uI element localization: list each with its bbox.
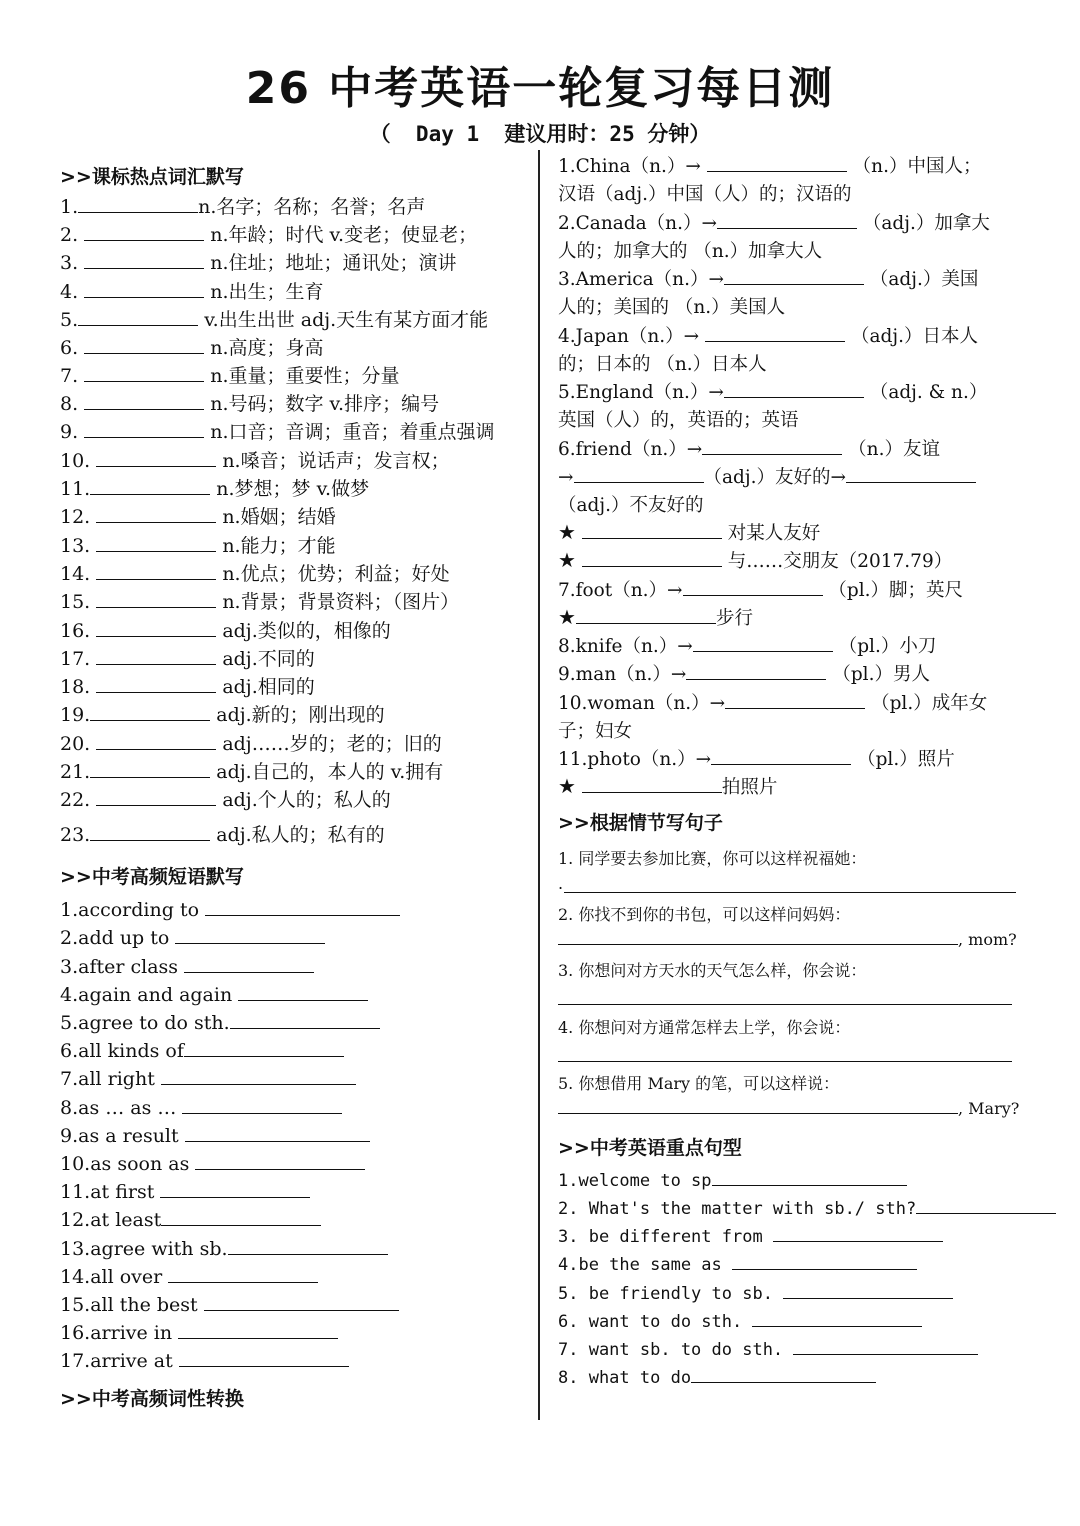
vocab-item: 6. n.高度；身高 (60, 337, 324, 359)
pattern-item: 4.be the same as (558, 1255, 917, 1275)
star-icon: ★ (558, 605, 576, 629)
vocab-item: 11. n.梦想；梦 v.做梦 (60, 478, 370, 500)
vocab-item: 22. adj.个人的；私人的 (60, 789, 391, 811)
phrase-item: 5.agree to do sth. (60, 1012, 380, 1034)
vocab-item: 21. adj.自己的，本人的 v.拥有 (60, 761, 444, 783)
phrase-heading: >>中考高频短语默写 (60, 866, 244, 888)
answer-blank[interactable] (846, 481, 976, 483)
phrase-item: 10.as soon as (60, 1153, 365, 1175)
answer-blank[interactable] (693, 650, 833, 652)
vocab-item: 12. n.婚姻；结婚 (60, 506, 336, 528)
answer-blank[interactable] (686, 678, 826, 680)
answer-blank[interactable] (90, 493, 210, 495)
answer-blank[interactable] (96, 606, 216, 608)
answer-blank[interactable] (168, 1281, 318, 1283)
answer-blank[interactable] (204, 1309, 399, 1311)
phrase-item: 17.arrive at (60, 1350, 349, 1372)
vocab-heading: >>课标热点词汇默写 (60, 166, 244, 188)
vocab-item: 5. v.出生出世 adj.天生有某方面才能 (60, 309, 489, 331)
wordform-cont: 的；日本的 （n.）日本人 (558, 354, 767, 375)
star-icon: ★ (558, 774, 576, 798)
pattern-heading: >>中考英语重点句型 (558, 1137, 742, 1159)
answer-blank[interactable] (574, 481, 704, 483)
answer-blank[interactable] (96, 804, 216, 806)
answer-blank[interactable] (175, 942, 325, 944)
wordform-cont: 人的；加拿大的 （n.）加拿大人 (558, 241, 823, 262)
answer-blank[interactable] (90, 839, 210, 841)
vocab-item: 14. n.优点；优势；利益；好处 (60, 563, 450, 585)
answer-blank[interactable] (96, 748, 216, 750)
answer-blank[interactable] (712, 1184, 907, 1186)
answer-blank[interactable] (84, 436, 204, 438)
star-item: ★ 拍照片 (558, 774, 778, 798)
answer-blank[interactable] (230, 1027, 380, 1029)
answer-blank[interactable] (90, 776, 210, 778)
phrase-item: 14.all over (60, 1266, 318, 1288)
answer-blank[interactable] (161, 1224, 321, 1226)
answer-row: , mom? (558, 930, 1017, 949)
pattern-item: 2. What's the matter with sb./ sth? (558, 1199, 1056, 1219)
situation-question: 5. 你想借用 Mary 的笔，可以这样说： (558, 1074, 840, 1093)
phrase-item: 1.according to (60, 899, 400, 921)
answer-line[interactable] (558, 1112, 958, 1114)
phrase-item: 7.all right (60, 1068, 356, 1090)
answer-blank[interactable] (711, 763, 851, 765)
wordform-item: 8.knife（n.）→ （pl.）小刀 (558, 636, 937, 657)
answer-blank[interactable] (96, 465, 216, 467)
answer-blank[interactable] (84, 239, 204, 241)
vocab-item: 1. n.名字；名称；名誉；名声 (60, 196, 426, 218)
vocab-item: 18. adj.相同的 (60, 676, 315, 698)
phrase-item: 13.agree with sb. (60, 1238, 388, 1260)
star-icon: ★ (558, 548, 576, 572)
vocab-item: 2. n.年龄；时代 v.变老；使显老； (60, 224, 478, 246)
wordform-cont: 子；妇女 (558, 721, 633, 742)
answer-blank[interactable] (161, 1083, 356, 1085)
vocab-item: 7. n.重量；重要性；分量 (60, 365, 400, 387)
answer-line[interactable] (558, 943, 958, 945)
phrase-item: 15.all the best (60, 1294, 399, 1316)
answer-blank[interactable] (184, 1055, 344, 1057)
answer-blank[interactable] (182, 1112, 342, 1114)
answer-blank[interactable] (78, 324, 198, 326)
star-icon: ★ (558, 520, 576, 544)
situation-dot: . (558, 874, 564, 893)
phrase-item: 12.at least (60, 1209, 321, 1231)
pattern-item: 3. be different from (558, 1227, 943, 1247)
answer-blank[interactable] (96, 691, 216, 693)
page-subtitle: （ Day 1 建议用时：25 分钟） (369, 122, 711, 146)
wordform-item: 2.Canada（n.）→ （adj.）加拿大 (558, 213, 990, 234)
answer-blank[interactable] (178, 1337, 338, 1339)
answer-blank[interactable] (90, 719, 210, 721)
answer-blank[interactable] (96, 663, 216, 665)
star-item: ★ 对某人友好 (558, 520, 821, 544)
answer-blank[interactable] (707, 170, 847, 172)
wordform-item: 3.America（n.）→ （adj.）美国 (558, 269, 979, 290)
wordform-item: 4.Japan（n.）→ （adj.）日本人 (558, 326, 978, 347)
vocab-item: 15. n.背景；背景资料；（图片） (60, 591, 460, 613)
vocab-item: 16. adj.类似的，相像的 (60, 620, 391, 642)
wordform-item: 7.foot（n.）→ （pl.）脚；英尺 (558, 580, 964, 601)
pattern-item: 8. what to do (558, 1368, 876, 1388)
vocab-item: 23. adj.私人的；私有的 (60, 824, 385, 846)
pattern-item: 5. be friendly to sb. (558, 1284, 953, 1304)
answer-line[interactable] (564, 892, 1016, 893)
wordform-item: 6.friend（n.）→ （n.）友谊 (558, 439, 940, 460)
answer-blank[interactable] (576, 622, 716, 624)
vocab-item: 4. n.出生；生育 (60, 281, 324, 303)
answer-blank[interactable] (184, 971, 314, 973)
situation-question: 4. 你想问对方通常怎样去上学，你会说： (558, 1018, 851, 1037)
star-item: ★ 与……交朋友（2017.79） (558, 548, 953, 572)
answer-blank[interactable] (160, 1196, 310, 1198)
phrase-item: 9.as a result (60, 1125, 370, 1147)
answer-blank[interactable] (702, 453, 842, 455)
situation-question: 2. 你找不到你的书包，可以这样问妈妈： (558, 905, 851, 924)
answer-blank[interactable] (752, 1325, 922, 1327)
pattern-item: 7. want sb. to do sth. (558, 1340, 978, 1360)
answer-blank[interactable] (582, 537, 722, 539)
situation-question: 3. 你想问对方天水的天气怎么样，你会说： (558, 961, 867, 980)
answer-blank[interactable] (773, 1240, 943, 1242)
answer-blank[interactable] (84, 408, 204, 410)
answer-blank[interactable] (793, 1353, 978, 1355)
answer-blank[interactable] (84, 352, 204, 354)
answer-blank[interactable] (84, 296, 204, 298)
phrase-item: 16.arrive in (60, 1322, 338, 1344)
answer-blank[interactable] (84, 267, 204, 269)
pattern-item: 1.welcome to sp (558, 1171, 907, 1191)
column-divider (538, 150, 540, 1420)
answer-blank[interactable] (582, 565, 722, 567)
answer-blank[interactable] (725, 707, 865, 709)
situation-question: 1. 同学要去参加比赛，你可以这样祝福她： (558, 849, 867, 868)
wordform-item: 5.England（n.）→ （adj. & n.） (558, 382, 988, 403)
answer-blank[interactable] (96, 521, 216, 523)
vocab-item: 8. n.号码；数字 v.排序；编号 (60, 393, 440, 415)
answer-blank[interactable] (683, 594, 823, 596)
phrase-item: 4.again and again (60, 984, 368, 1006)
vocab-item: 20. adj……岁的；老的；旧的 (60, 733, 442, 755)
wordform-cont: 人的；美国的 （n.）美国人 (558, 297, 786, 318)
phrase-item: 3.after class (60, 956, 314, 978)
answer-blank[interactable] (783, 1297, 953, 1299)
answer-blank[interactable] (705, 340, 845, 342)
answer-line[interactable] (558, 1061, 1012, 1062)
phrase-item: 8.as … as … (60, 1097, 342, 1119)
situation-heading: >>根据情节写句子 (558, 812, 723, 834)
page-title: 26 中考英语一轮复习每日测 (245, 63, 835, 114)
answer-blank[interactable] (238, 999, 368, 1001)
answer-blank[interactable] (724, 396, 864, 398)
vocab-item: 3. n.住址；地址；通讯处；演讲 (60, 252, 457, 274)
answer-blank[interactable] (724, 283, 864, 285)
star-item: ★ 步行 (558, 605, 753, 629)
answer-blank[interactable] (96, 578, 216, 580)
vocab-item: 10. n.嗓音；说话声；发言权； (60, 450, 450, 472)
answer-blank[interactable] (916, 1212, 1056, 1214)
wordform-item: 9.man（n.）→ （pl.）男人 (558, 664, 930, 685)
phrase-item: 2.add up to (60, 927, 325, 949)
wordform-item: 10.woman（n.）→ （pl.）成年女 (558, 693, 988, 714)
answer-blank[interactable] (78, 211, 198, 213)
answer-blank[interactable] (195, 1168, 365, 1170)
answer-blank[interactable] (691, 1381, 876, 1383)
vocab-item: 9. n.口音；音调；重音；着重点强调 (60, 421, 495, 443)
answer-blank[interactable] (582, 791, 722, 793)
wordform-item: 11.photo（n.）→ （pl.）照片 (558, 749, 955, 770)
answer-line[interactable] (558, 1004, 1012, 1005)
wordform-cont: 英国（人）的，英语的；英语 (558, 410, 799, 431)
answer-row: , Mary? (558, 1099, 1019, 1118)
wordform-cont: 汉语（adj.）中国（人）的；汉语的 (558, 184, 852, 205)
vocab-item: 19. adj.新的；刚出现的 (60, 704, 385, 726)
phrase-item: 11.at first (60, 1181, 310, 1203)
answer-blank[interactable] (717, 227, 857, 229)
answer-blank[interactable] (96, 550, 216, 552)
answer-blank[interactable] (96, 635, 216, 637)
wordform-item: 1.China（n.）→ （n.）中国人； (558, 156, 982, 177)
pattern-item: 6. want to do sth. (558, 1312, 922, 1332)
wordform-cont: → （adj.）友好的→ (558, 463, 976, 489)
vocab-item: 13. n.能力；才能 (60, 535, 336, 557)
phrase-item: 6.all kinds of (60, 1040, 344, 1062)
vocab-item: 17. adj.不同的 (60, 648, 315, 670)
answer-blank[interactable] (185, 1140, 370, 1142)
wordform-cont: （adj.）不友好的 (558, 495, 704, 516)
answer-blank[interactable] (205, 914, 400, 916)
answer-blank[interactable] (228, 1253, 388, 1255)
answer-blank[interactable] (732, 1268, 917, 1270)
wordform-heading-left: >>中考高频词性转换 (60, 1388, 244, 1410)
answer-blank[interactable] (179, 1365, 349, 1367)
answer-blank[interactable] (84, 380, 204, 382)
